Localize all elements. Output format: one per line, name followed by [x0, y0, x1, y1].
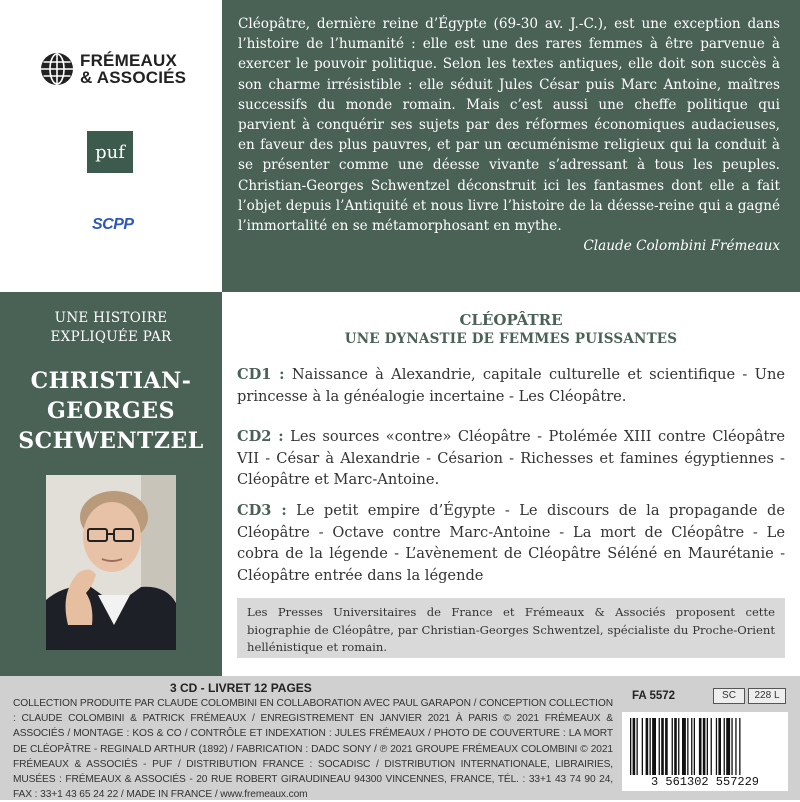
barcode-bar [652, 718, 656, 776]
barcode-bar [731, 718, 732, 776]
barcode-bar [687, 718, 688, 776]
sc-box: SC [713, 688, 745, 704]
scpp-logo: SCPP [92, 216, 134, 233]
barcode-bar [633, 718, 636, 776]
logo-panel [0, 0, 222, 292]
author-name [0, 366, 222, 456]
description-panel [222, 0, 800, 292]
barcode-bar [735, 718, 736, 776]
barcode-bar [694, 718, 695, 776]
barcode-bar [678, 718, 679, 776]
barcode-bar [724, 718, 725, 776]
barcode-bar [672, 718, 673, 776]
fremeaux-wordmark [80, 52, 186, 86]
cd-count: 3 CD - LIVRET 12 PAGES [170, 681, 312, 695]
barcode-bar [659, 718, 660, 776]
barcode-bar [665, 718, 668, 776]
globe-icon [40, 52, 74, 86]
barcode-bar [699, 718, 702, 776]
description-signature: Claude Colombini Frémeaux [583, 238, 780, 255]
barcode-bar [674, 718, 677, 776]
author-intro-line-2: EXPLIQUÉE PAR [50, 329, 172, 345]
credits-text: COLLECTION PRODUITE PAR CLAUDE COLOMBINI EN COLLABORATION AVEC PAUL GARAPON / CONCEPTION COLLECTION : CLAUDE COLOMBINI & PATRICK FRÉMEAUX / ENREGISTREMENT EN JANVIER 2021 À PARIS © 2021 FRÉMEAUX & ASSOCIÉS / MONTAGE : KOS & CO / CONTRÔLE ET INDEXATION : JULES FRÉMEAUX / PHOTO DE COUVERTURE : LA MORT DE CLÉOPÂTRE - REGINALD ARTHUR (1892) / FABRICATION : DADC SONY / ℗ 2021 GROUPE FRÉMEAUX COLOMBINI © 2021 FRÉMEAUX & ASSOCIÉS - PUF / DISTRIBUTION FRANCE : SOCADISC / DISTRIBUTION INTERNATIONALE, LIBRAIRIES, MUSÉES : FRÉMEAUX & ASSOCIÉS - 20 RUE ROBERT GIRAUDINEAU 94300 VINCENNES, FRANCE, TÉL. : 33+1 43 74 90 24, FAX : 33+1 43 65 24 22 / MADE IN FRANCE / www.fremeaux.com [13, 698, 613, 801]
track-cd2 [237, 426, 785, 491]
barcode-bar [726, 718, 730, 776]
track-cd1 [237, 364, 785, 407]
cd-tracks: Les sources «contre» Cléopâtre - Ptolémée XIII contre Cléopâtre VII - César à Alexandrie - Césarion - Richesses et famines égyptiennes - Cléopâtre et Marc-Antoine. [237, 428, 785, 488]
fremeaux-line-1: FRÉMEAUX [80, 51, 177, 70]
cd-tracks: Le petit empire d’Égypte - Le discours de la propagande de Cléopâtre - Octave contre Marc-Antoine - La mort de Cléopâtre - Le cobra de la légende - L’avènement de Cléopâtre Séléné en Maurétanie - Cléopâtre entrée dans la légende [237, 502, 785, 584]
cd-tracks: Naissance à Alexandrie, capitale culturelle et scientifique - Une princesse à la généalogie incertaine - Les Cléopâtre. [237, 366, 785, 405]
author-name-line-3: SCHWENTZEL [18, 428, 204, 454]
author-name-line-1: CHRISTIAN- [30, 368, 192, 394]
barcode-bar [661, 718, 664, 776]
cd-label: CD3 : [237, 502, 287, 519]
credits-strip [0, 676, 800, 800]
barcode-bar [703, 718, 706, 776]
fremeaux-logo [40, 52, 186, 86]
barcode-bar [646, 718, 649, 776]
author-intro-line-1: UNE HISTOIRE [54, 310, 168, 326]
album-title: CLÉOPÂTRE [459, 311, 563, 329]
barcode-bar [642, 718, 643, 776]
code-box: 228 L [748, 688, 786, 704]
barcode-bar [637, 718, 638, 776]
author-name-line-2: GEORGES [47, 398, 175, 424]
barcode-bar [718, 718, 721, 776]
author-portrait [46, 475, 176, 650]
publisher-note: Les Presses Universitaires de France et Frémeaux & Associés proposent cette biographie de Cléopâtre, par Christian-Georges Schwentzel, spécialiste du Proche-Orient hellénistique et romain. [237, 598, 785, 658]
barcode-bar [739, 718, 740, 776]
barcode-bar [716, 718, 717, 776]
cd-label: CD2 : [237, 428, 284, 445]
tracklist-panel [222, 292, 800, 676]
barcode-bar [630, 718, 631, 776]
barcode-digits: 3 561302 557229 [622, 775, 788, 791]
album-subtitle: UNE DYNASTIE DE FEMMES PUISSANTES [344, 331, 678, 347]
barcode-bar [707, 718, 708, 776]
barcode-bar [711, 718, 712, 776]
author-panel [0, 292, 222, 676]
author-photo [46, 475, 176, 650]
barcode-bar [691, 718, 692, 776]
fremeaux-line-2: & ASSOCIÉS [80, 68, 187, 87]
description-text: Cléopâtre, dernière reine d’Égypte (69-30 av. J.-C.), est une exception dans l’histoire de l’humanité : elle est une des rares femmes à être parvenue à exercer le pouvoir politique. Selon les textes antiques, elle doit son succès à son charme irrésistible : elle séduit Jules César puis Marc Antoine, maîtres successifs du monde romain. Mais c’est aussi une cheffe politique qui parvient à conquérir ses sujets par des réformes économiques audacieuses, en faveur des plus pauvres, et par un œcuménisme religieux qui la conduit à se présenter comme une déesse vivante s’adressant à tous les peuples. Christian-Georges Schwentzel déconstruit ici les fantasmes dont elle a fait l’objet depuis l’Antiquité et nous livre l’histoire de la déesse-reine qui a gagné l’immortalité en se métamorphosant en mythe. [238, 16, 780, 235]
cd-label: CD1 : [237, 366, 285, 383]
barcode-bar [650, 718, 651, 776]
track-cd3 [237, 500, 785, 586]
catalog-number: FA 5572 [632, 690, 676, 702]
barcode-bar [682, 718, 686, 776]
puf-logo: puf [87, 131, 133, 173]
author-intro [0, 309, 222, 347]
